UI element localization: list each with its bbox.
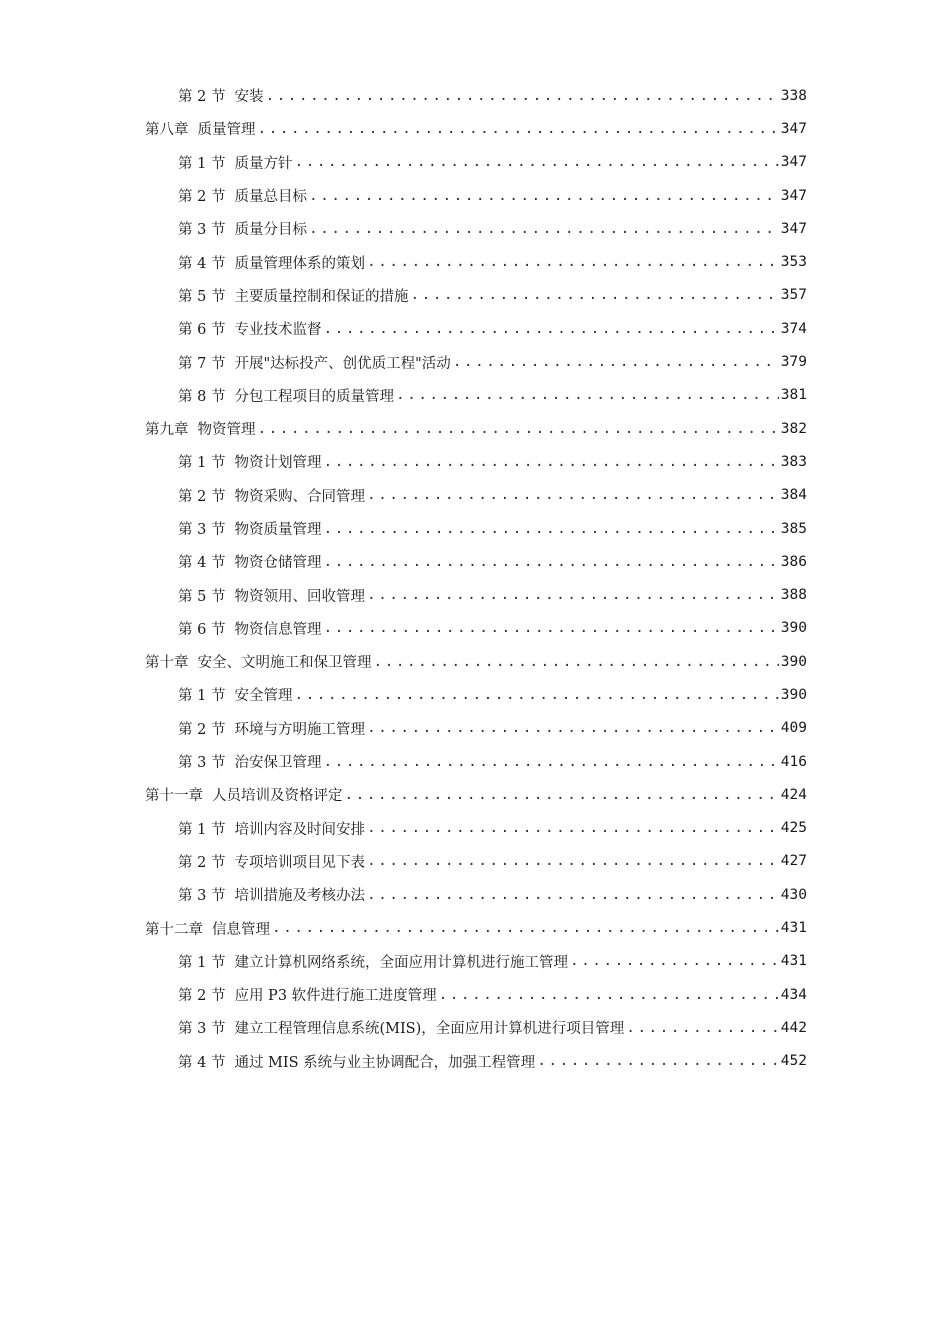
toc-entry-label [178,352,451,373]
toc-entry-title: 物资仓储管理 [234,555,322,572]
dot-leader [265,88,778,104]
toc-entry-label [178,884,365,905]
toc-page-number: 416 [780,753,807,770]
toc-section-entry[interactable] [0,945,807,978]
toc-entry-number: 第 2 节 [178,988,226,1005]
dot-leader [323,454,778,470]
dot-leader [345,787,779,803]
dot-leader [367,587,779,603]
toc-entry-title: 培训措施及考核办法 [234,888,365,905]
toc-entry-label [178,451,321,472]
toc-page-number: 386 [780,553,807,570]
toc-entry-number: 第 4 节 [178,1054,226,1071]
toc-entry-title: 安装 [234,89,264,106]
dot-leader [626,1020,779,1036]
toc-entry-title: 信息管理 [212,921,270,938]
dot-leader [367,487,779,503]
toc-entry-number: 第十二章 [145,921,203,938]
toc-page-number: 452 [780,1053,807,1070]
toc-chapter-entry[interactable] [0,412,807,445]
toc-entry-number: 第 2 节 [178,89,226,106]
toc-page-number: 409 [780,720,807,737]
toc-section-entry[interactable] [0,1011,807,1044]
toc-entry-title: 应用 P3 软件进行施工进度管理 [234,988,437,1005]
dot-leader [367,887,779,903]
toc-entry-number: 第 4 节 [178,555,226,572]
toc-page-number: 382 [780,420,807,437]
dot-leader [439,987,779,1003]
toc-entry-label [178,851,365,872]
toc-entry-label [145,118,256,139]
dot-leader [367,720,779,736]
toc-entry-title: 建立工程管理信息系统(MIS)，全面应用计算机进行项目管理 [234,1021,625,1038]
toc-entry-number: 第 3 节 [178,222,226,239]
toc-section-entry[interactable] [0,312,807,345]
toc-entry-title: 质量管理 [197,122,256,139]
dot-leader [323,321,778,337]
toc-entry-label [178,618,321,639]
toc-section-entry[interactable] [0,146,807,179]
dot-leader [367,820,779,836]
toc-page-number: 384 [780,487,807,504]
toc-page-number: 390 [780,620,807,637]
toc-entry-number: 第 8 节 [178,388,226,405]
toc-page-number: 442 [780,1019,807,1036]
toc-entry-title: 人员培训及资格评定 [212,788,343,805]
toc-entry-label [178,318,321,339]
dot-leader [453,354,779,370]
toc-entry-number: 第十章 [145,655,189,672]
dot-leader [323,620,778,636]
toc-entry-number: 第 3 节 [178,522,226,538]
dot-leader [258,121,779,137]
toc-entry-number: 第 6 节 [178,621,226,638]
table-of-contents [0,79,950,1078]
toc-chapter-entry[interactable] [0,778,807,811]
toc-entry-number: 第 2 节 [178,721,226,738]
toc-section-entry[interactable] [0,1045,807,1078]
dot-leader [410,287,778,303]
dot-leader [396,387,779,403]
toc-entry-label [178,85,263,106]
toc-entry-title: 物资信息管理 [234,621,322,638]
toc-section-entry[interactable] [0,978,807,1011]
toc-section-entry[interactable] [0,712,807,745]
toc-entry-number: 第 3 节 [178,755,226,772]
toc-page-number: 390 [780,653,807,670]
toc-entry-number: 第 2 节 [178,189,226,206]
toc-entry-title: 质量分目标 [234,222,307,239]
toc-entry-label [178,485,365,506]
toc-page-number: 434 [780,986,807,1003]
toc-section-entry[interactable] [0,379,807,412]
toc-entry-label [178,152,292,173]
toc-entry-number: 第 1 节 [178,155,226,172]
toc-chapter-entry[interactable] [0,645,807,678]
toc-section-entry[interactable] [0,345,807,378]
toc-entry-label [145,651,372,672]
toc-entry-label [145,918,270,939]
toc-page-number: 347 [780,154,807,171]
dot-leader [272,920,779,936]
toc-section-entry[interactable] [0,745,807,778]
toc-entry-title: 质量管理体系的策划 [234,255,365,272]
toc-entry-number: 第 2 节 [178,488,226,505]
toc-entry-number: 第 1 节 [178,954,226,971]
toc-entry-title: 治安保卫管理 [234,755,322,772]
toc-entry-title: 质量总目标 [234,189,307,206]
toc-page-number: 385 [780,520,807,537]
toc-chapter-entry[interactable] [0,112,807,145]
toc-entry-number: 第 1 节 [178,821,226,838]
toc-page-number: 379 [780,354,807,371]
toc-entry-number: 第 3 节 [178,888,226,905]
toc-entry-label [178,1051,535,1072]
toc-section-entry[interactable] [0,179,807,212]
toc-page-number: 390 [780,686,807,703]
toc-entry-title: 物资领用、回收管理 [234,588,365,605]
toc-entry-number: 第 1 节 [178,455,226,472]
toc-entry-title: 分包工程项目的质量管理 [234,388,394,405]
toc-page-number: 353 [780,254,807,271]
toc-entry-number: 第 7 节 [178,355,226,372]
toc-entry-number: 第 5 节 [178,588,226,605]
dot-leader [537,1053,779,1069]
dot-leader [258,421,779,437]
toc-entry-title: 安全、文明施工和保卫管理 [197,655,372,672]
toc-section-entry[interactable] [0,545,807,578]
toc-entry-label [178,1017,624,1038]
dot-leader [294,687,778,703]
toc-page-number: 427 [780,853,807,870]
toc-entry-label [145,784,343,805]
toc-entry-label [178,385,394,406]
toc-entry-label [178,751,321,772]
toc-section-entry[interactable] [0,578,807,611]
dot-leader [323,554,778,570]
toc-page-number: 424 [780,786,807,803]
toc-entry-title: 建立计算机网络系统，全面应用计算机进行施工管理 [234,954,568,971]
toc-page-number: 431 [780,953,807,970]
toc-entry-number: 第十一章 [145,788,203,805]
toc-entry-number: 第 2 节 [178,854,226,871]
toc-page-number: 338 [780,87,807,104]
toc-section-entry[interactable] [0,212,807,245]
toc-page-number: 347 [780,120,807,137]
toc-section-entry[interactable] [0,678,807,711]
toc-entry-label [178,818,365,839]
toc-entry-label [178,984,437,1005]
toc-section-entry[interactable] [0,279,807,312]
toc-entry-title: 质量方针 [234,155,293,172]
dot-leader [570,953,779,969]
toc-entry-title: 开展"达标投产、创优质工程"活动 [234,355,451,372]
toc-section-entry[interactable] [0,845,807,878]
toc-entry-number: 第 4 节 [178,255,226,272]
toc-page-number: 381 [780,387,807,404]
toc-section-entry[interactable] [0,612,807,645]
toc-entry-label [178,252,365,273]
toc-page-number: 347 [780,187,807,204]
toc-page-number: 388 [780,587,807,604]
dot-leader [374,654,779,670]
toc-entry-title: 物资采购、合同管理 [234,488,365,505]
toc-entry-title: 物资计划管理 [234,455,322,472]
toc-page-number: 431 [780,920,807,937]
toc-page-number: 357 [780,287,807,304]
toc-entry-title: 主要质量控制和保证的措施 [234,288,409,305]
toc-entry-number: 第八章 [145,122,189,139]
toc-entry-title: 专项培训项目见下表 [234,854,365,871]
toc-entry-number: 第 6 节 [178,322,226,339]
toc-entry-label [178,551,321,572]
toc-section-entry[interactable] [0,512,807,545]
toc-page-number: 383 [780,453,807,470]
toc-entry-title: 安全管理 [234,688,293,705]
toc-section-entry[interactable] [0,245,807,278]
toc-section-entry[interactable] [0,445,807,478]
toc-entry-title: 物资质量管理 [234,522,322,538]
toc-section-entry[interactable] [0,812,807,845]
toc-page-number: 430 [780,886,807,903]
toc-entry-number: 第九章 [145,422,189,439]
toc-entry-label [178,218,307,239]
toc-entry-label [178,285,408,306]
toc-page-number: 374 [780,320,807,337]
toc-page-number: 347 [780,220,807,237]
toc-page-number: 425 [780,820,807,837]
toc-entry-label [178,718,365,739]
toc-section-entry[interactable] [0,79,807,112]
toc-entry-title: 通过 MIS 系统与业主协调配合，加强工程管理 [234,1054,536,1071]
toc-entry-title: 培训内容及时间安排 [234,821,365,838]
toc-entry-title: 专业技术监督 [234,322,322,339]
toc-entry-label [178,951,568,972]
toc-entry-number: 第 5 节 [178,288,226,305]
toc-entry-label [178,185,307,206]
dot-leader [309,221,779,237]
dot-leader [309,188,779,204]
toc-entry-title: 物资管理 [197,422,256,439]
dot-leader [294,154,778,170]
toc-entry-label [145,418,256,439]
toc-entry-label [178,684,292,705]
toc-entry-label [178,518,321,539]
toc-entry-number: 第 1 节 [178,688,226,705]
toc-entry-title: 环境与方明施工管理 [234,721,365,738]
dot-leader [367,254,779,270]
toc-chapter-entry[interactable] [0,911,807,944]
toc-section-entry[interactable] [0,479,807,512]
toc-entry-label [178,585,365,606]
dot-leader [323,754,778,770]
toc-section-entry[interactable] [0,878,807,911]
toc-entry-number: 第 3 节 [178,1021,226,1038]
dot-leader [323,521,778,537]
dot-leader [367,853,779,869]
